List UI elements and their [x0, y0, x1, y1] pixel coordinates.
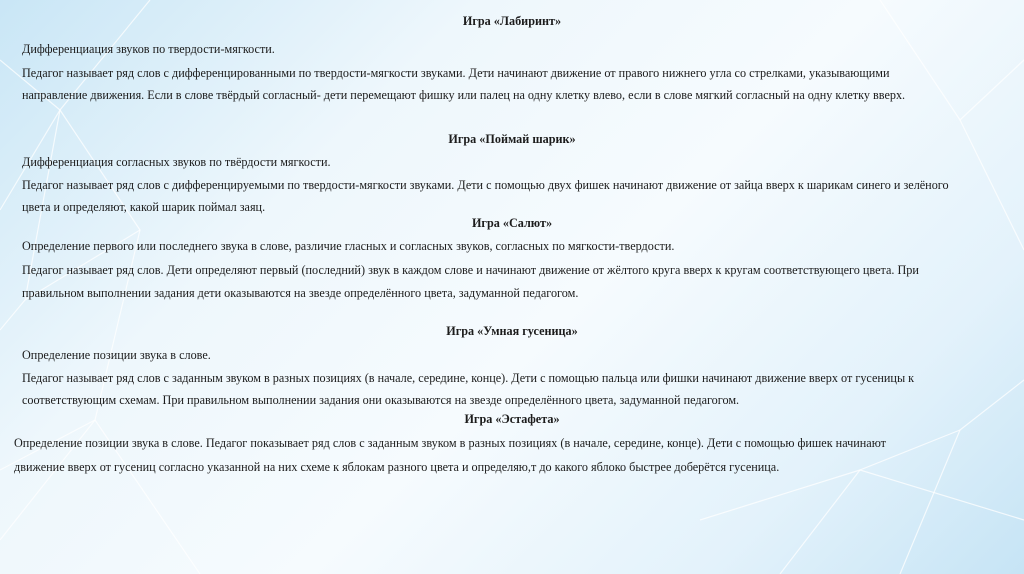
- paragraph-line: направление движения. Если в слове твёрдый согласный- дети перемещают фишку или палец на одну клетку влево, если в слове мягкий согласный на одну клетку вверх.: [22, 88, 906, 102]
- section-title: Игра «Поймай шарик»: [448, 132, 576, 146]
- paragraph-line: Педагог называет ряд слов с заданным звуком в разных позициях (в начале, середине, конце). Дети с помощью пальца или фишки начинают движение вверх от гусеницы к: [22, 371, 915, 385]
- paragraph-line: Определение первого или последнего звука в слове, различие гласных и согласных звуков, согласных по мягкости-твердости.: [22, 239, 675, 253]
- paragraph-line: Определение позиции звука в слове.: [22, 348, 211, 362]
- paragraph-line: движение вверх от гусениц согласно указанной на них схеме к яблокам разного цвета и определяю,т до какого яблоко быстрее доберётся гусеница.: [14, 460, 780, 474]
- section-title: Игра «Лабиринт»: [462, 14, 562, 28]
- section-title: Игра «Эстафета»: [464, 412, 560, 426]
- paragraph-line: Педагог называет ряд слов с дифференцируемыми по твердости-мягкости звуками. Дети с помощью двух фишек начинают движение от зайца вверх к шарикам синего и зелёного: [22, 178, 949, 192]
- paragraph-line: Педагог называет ряд слов с дифференцированными по твердости-мягкости звуками. Дети начинают движение от правого нижнего угла со стрелками, указывающими: [22, 66, 890, 80]
- section-title: Игра «Салют»: [471, 216, 553, 230]
- paragraph-line: Определение позиции звука в слове. Педагог показывает ряд слов с заданным звуком в разных позициях (в начале, середине, конце). Дети с помощью фишек начинают: [14, 436, 886, 450]
- paragraph-line: цвета и определяют, какой шарик поймал заяц.: [22, 200, 266, 214]
- paragraph-line: Дифференциация согласных звуков по твёрдости мягкости.: [22, 155, 331, 169]
- paragraph-line: соответствующим схемам. При правильном выполнении задания они оказываются на звезде определённого цвета, задуманной педагогом.: [22, 393, 740, 407]
- section-title: Игра «Умная гусеница»: [446, 324, 578, 338]
- paragraph-line: Дифференциация звуков по твердости-мягкости.: [22, 42, 275, 56]
- paragraph-line: Педагог называет ряд слов. Дети определяют первый (последний) звук в каждом слове и начинают движение от жёлтого круга вверх к кругам соответствующего цвета. При: [22, 263, 919, 277]
- paragraph-line: правильном выполнении задания дети оказываются на звезде определённого цвета, задуманной педагогом.: [22, 286, 579, 300]
